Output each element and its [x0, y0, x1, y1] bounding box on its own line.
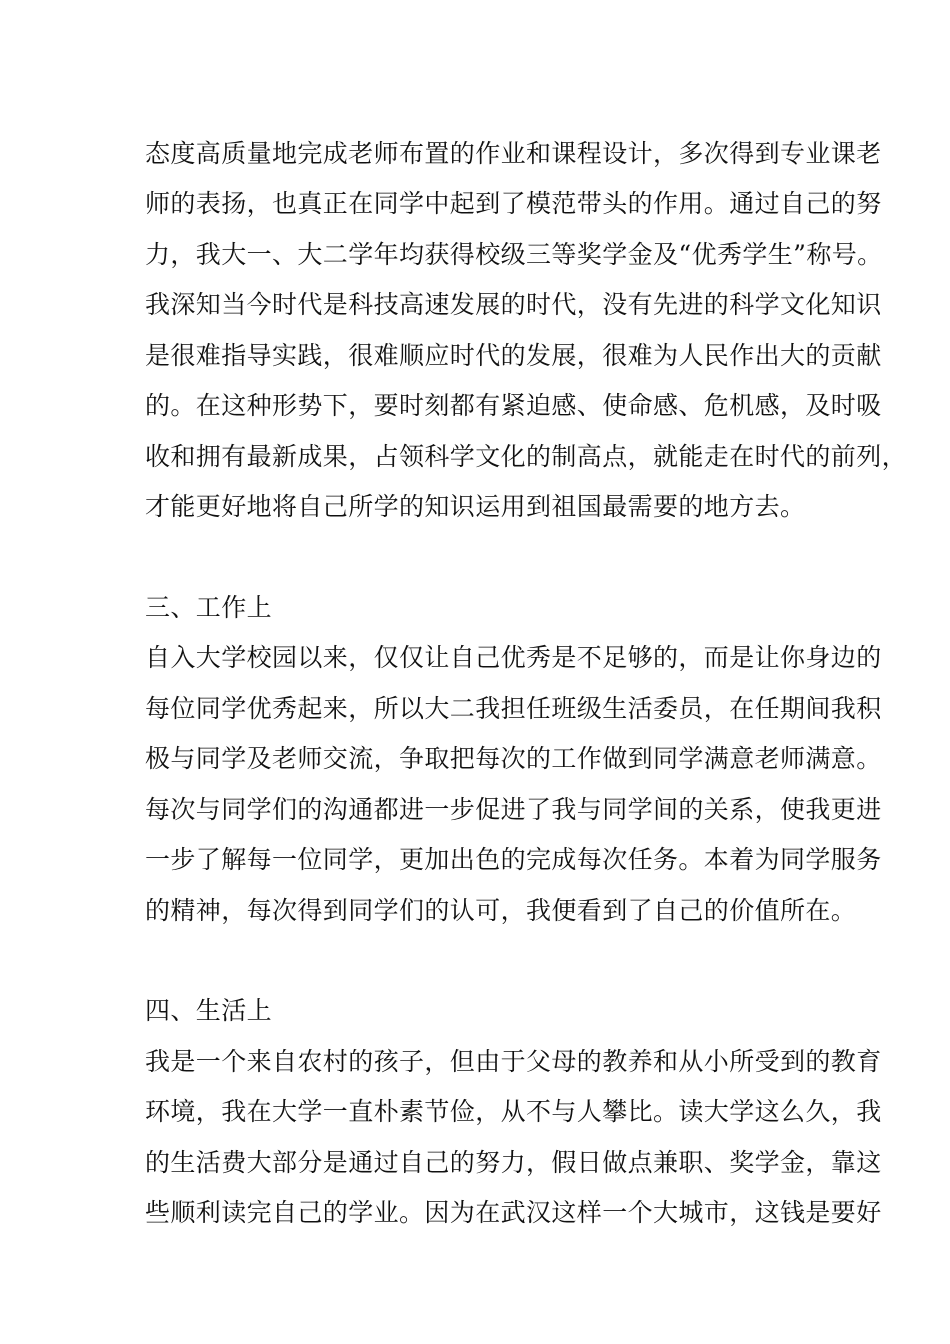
paragraph-line: 力，我大一、大二学年均获得校级三等奖学金及“优秀学生”称号。 — [145, 240, 883, 269]
paragraph-line: 才能更好地将自己所学的知识运用到祖国最需要的地方去。 — [145, 492, 806, 521]
paragraph-line: 是很难指导实践，很难顺应时代的发展，很难为人民作出大的贡献 — [145, 341, 882, 370]
paragraph-line: 态度高质量地完成老师布置的作业和课程设计，多次得到专业课老 — [145, 139, 882, 168]
paragraph-line: 我深知当今时代是科技高速发展的时代，没有先进的科学文化知识 — [145, 290, 882, 319]
paragraph-line: 每位同学优秀起来，所以大二我担任班级生活委员，在任期间我积 — [145, 694, 882, 723]
section-heading-life: 四、生活上 — [145, 996, 273, 1025]
paragraph-line: 的精神，每次得到同学们的认可，我便看到了自己的价值所在。 — [145, 896, 857, 925]
paragraph-line: 的。在这种形势下，要时刻都有紧迫感、使命感、危机感，及时吸 — [145, 391, 882, 420]
paragraph-line: 环境，我在大学一直朴素节俭，从不与人攀比。读大学这么久，我 — [145, 1097, 882, 1126]
paragraph-line: 一步了解每一位同学，更加出色的完成每次任务。本着为同学服务 — [145, 845, 882, 874]
paragraph-line: 收和拥有最新成果，占领科学文化的制高点，就能走在时代的前列， — [145, 442, 908, 471]
paragraph-line: 师的表扬，也真正在同学中起到了模范带头的作用。通过自己的努 — [145, 189, 882, 218]
paragraph-line: 些顺利读完自己的学业。因为在武汉这样一个大城市，这钱是要好 — [145, 1198, 882, 1227]
paragraph-line: 极与同学及老师交流，争取把每次的工作做到同学满意老师满意。 — [145, 744, 882, 773]
paragraph-line: 我是一个来自农村的孩子，但由于父母的教养和从小所受到的教育 — [145, 1047, 882, 1076]
paragraph-line: 自入大学校园以来，仅仅让自己优秀是不足够的，而是让你身边的 — [145, 643, 882, 672]
paragraph-line: 每次与同学们的沟通都进一步促进了我与同学间的关系，使我更进 — [145, 795, 882, 824]
paragraph-line: 的生活费大部分是通过自己的努力，假日做点兼职、奖学金，靠这 — [145, 1148, 882, 1177]
section-heading-work: 三、工作上 — [145, 593, 273, 622]
